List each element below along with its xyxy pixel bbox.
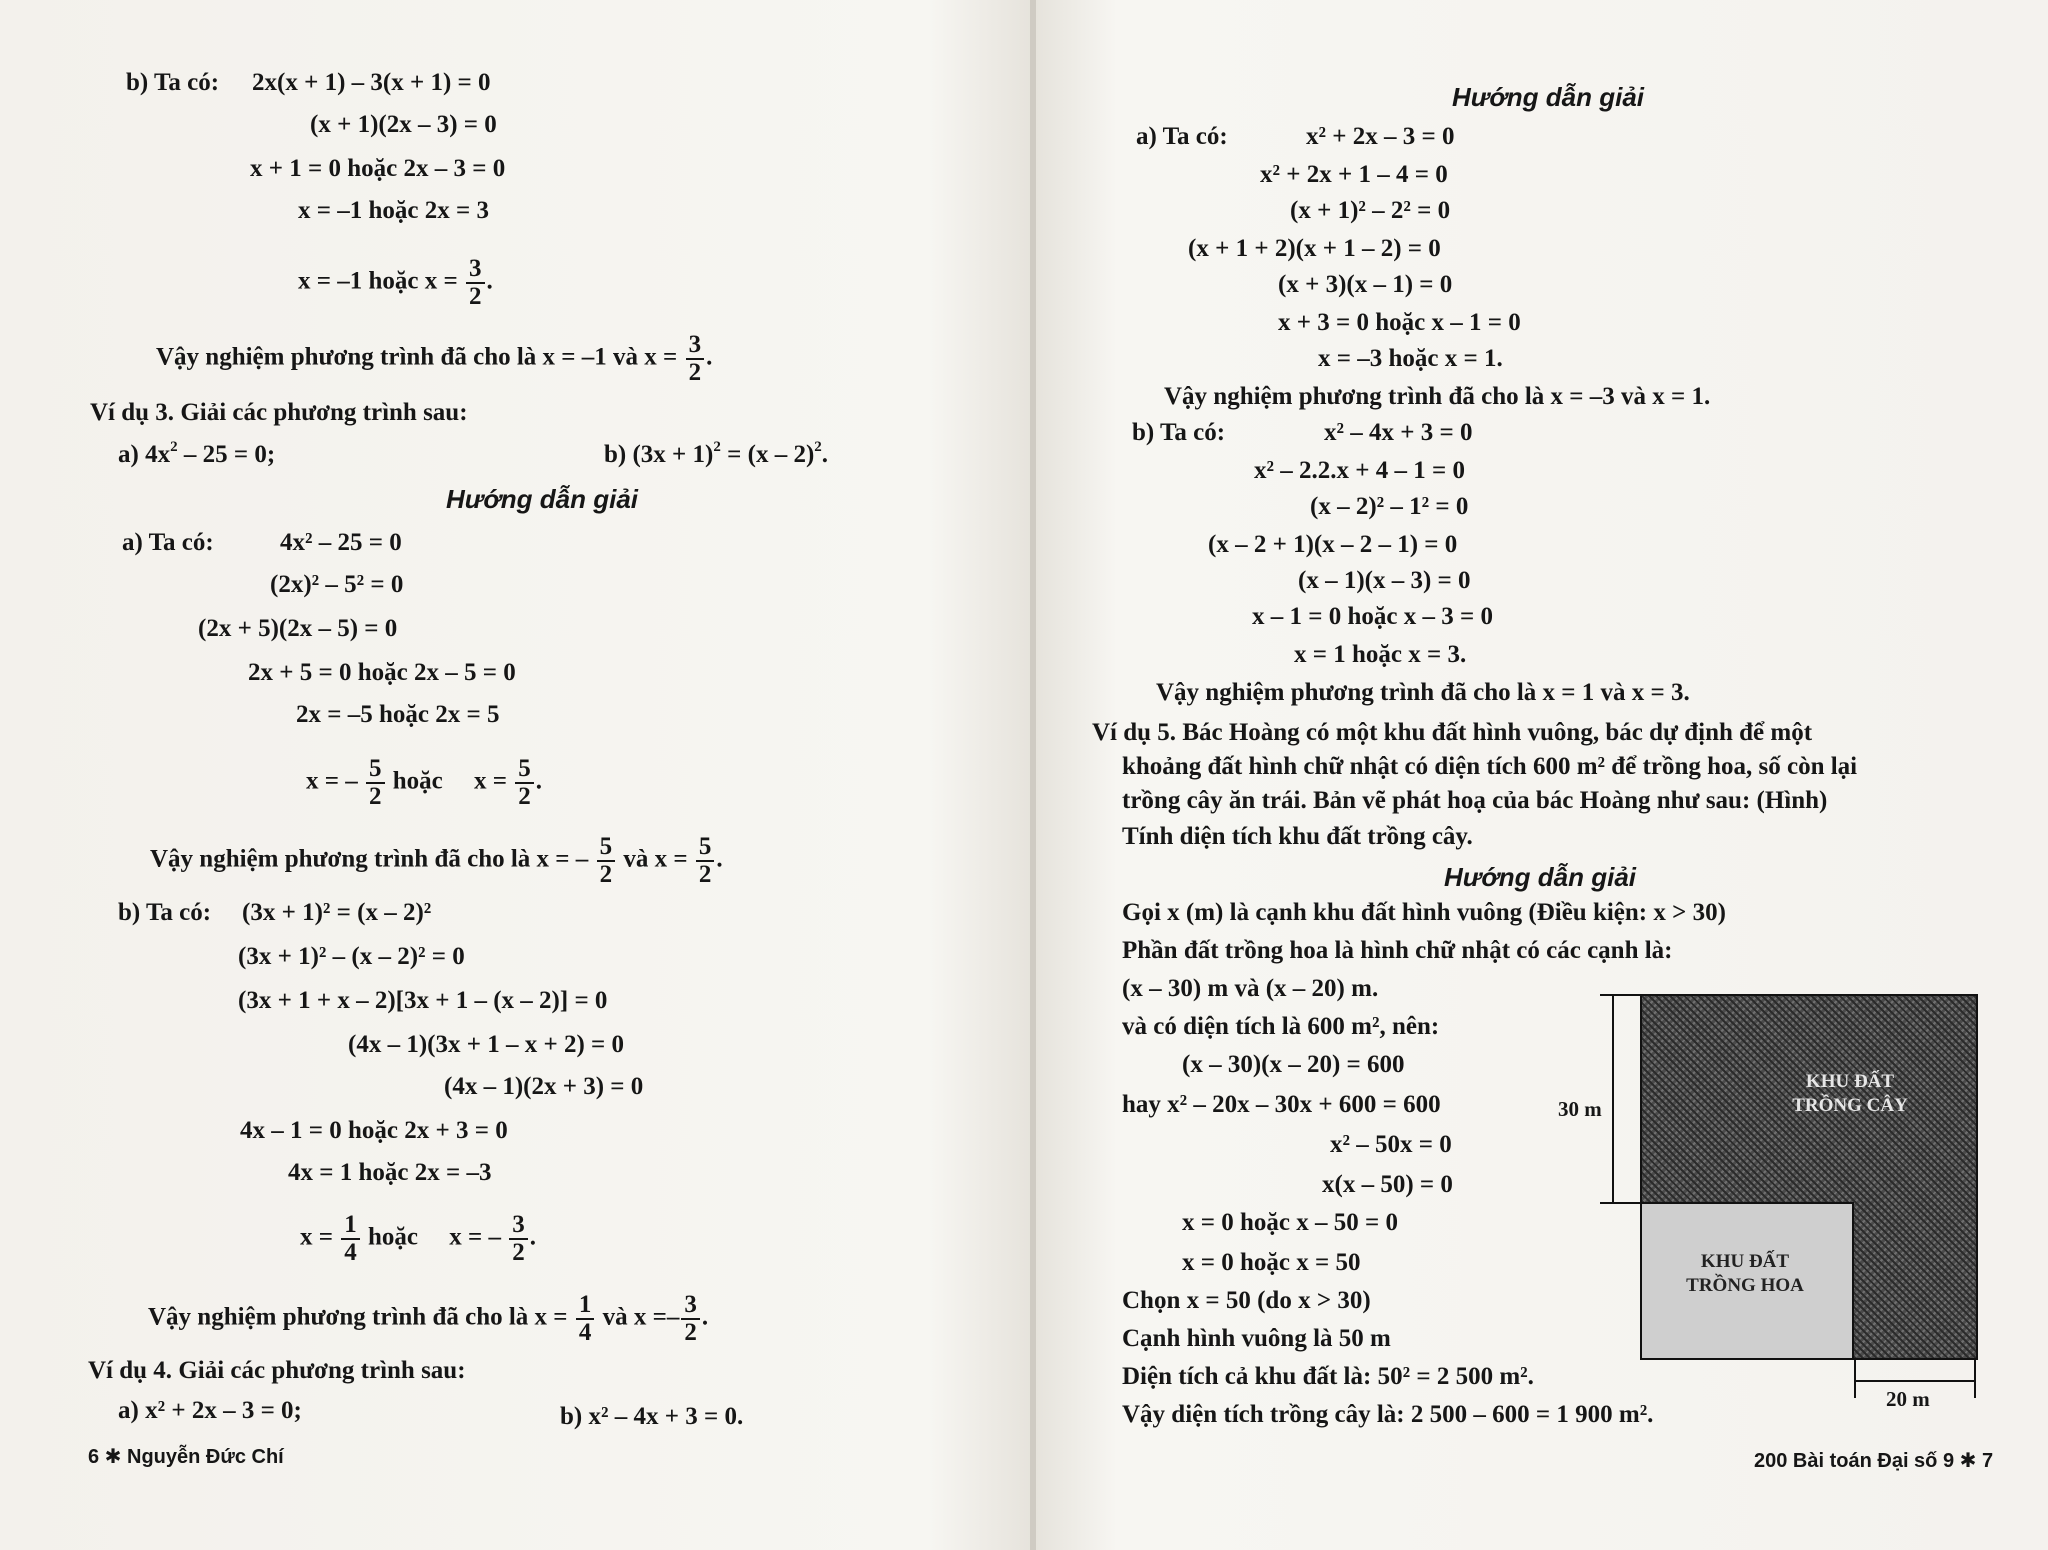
guide-title: Hướng dẫn giải (1452, 82, 1645, 112)
conclusion: Vậy nghiệm phương trình đã cho là x = –1 và x = $\frac{3}{2}$ . (156, 331, 713, 386)
eq-line: x = – $\frac{5}{2}$ hoặc x = $\frac{5}{2}$ . (306, 755, 542, 810)
eq-line: x = –3 hoặc x = 1. (1318, 345, 1503, 372)
solution-line: (x – 30) m và (x – 20) m. (1122, 975, 1379, 1002)
eq-line: x = $\frac{1}{4}$ hoặc x = – $\frac{3}{2}$ . (300, 1211, 536, 1266)
page-footer: 200 Bài toán Đại số 9 ✱ 7 (1754, 1450, 1994, 1472)
example-3-part-b: b) $(3x + 1)^2 = (x - 2)^2$. (604, 439, 829, 468)
example-5-line: khoảng đất hình chữ nhật có diện tích 600 m² để trồng hoa, số còn lại (1122, 753, 1858, 780)
eq-line: 4x = 1 hoặc 2x = –3 (288, 1159, 492, 1186)
a-intro: a) Ta có: (122, 529, 214, 556)
dimension-tick (1600, 1202, 1640, 1204)
eq-line: (3x + 1)² = (x – 2)² (242, 899, 432, 926)
fraction: $\frac{3}{2}$ (681, 1292, 700, 1346)
solution-line: Gọi x (m) là cạnh khu đất hình vuông (Điều kiện: x > 30) (1122, 899, 1726, 926)
fraction: $\frac{5}{2}$ (597, 834, 616, 888)
eq-line: (4x – 1)(2x + 3) = 0 (444, 1073, 644, 1100)
fraction: $\frac{3}{2}$ (509, 1212, 528, 1266)
solution-line: x(x – 50) = 0 (1322, 1171, 1453, 1198)
conclusion: Vậy nghiệm phương trình đã cho là x = $\frac{1}{4}$ và x =– $\frac{3}{2}$ . (148, 1291, 709, 1346)
eq-line: x² + 2x + 1 – 4 = 0 (1260, 161, 1448, 188)
eq-line: (x + 1)² – 2² = 0 (1290, 197, 1451, 224)
dimension-label-30: 30 m (1558, 1097, 1602, 1121)
eq-line: x + 1 = 0 hoặc 2x – 3 = 0 (250, 155, 506, 182)
solution-line: (x – 30)(x – 20) = 600 (1182, 1051, 1405, 1078)
eq-line: (2x)² – 5² = 0 (270, 571, 404, 598)
dimension-line-30 (1612, 996, 1614, 1202)
eq-line: x + 3 = 0 hoặc x – 1 = 0 (1278, 309, 1521, 336)
example-4-part-a: a) x² + 2x – 3 = 0; (118, 1397, 302, 1424)
a-intro: a) Ta có: (1136, 123, 1228, 150)
flower-area-label: KHU ĐẤT TRỒNG HOA (1686, 1251, 1804, 1296)
solution-line: Chọn x = 50 (do x > 30) (1122, 1287, 1371, 1314)
b-intro: b) Ta có: (126, 69, 220, 96)
eq-line: (x – 2 + 1)(x – 2 – 1) = 0 (1208, 531, 1458, 558)
eq-line: x = –1 hoặc x = $\frac{3}{2}$ . (298, 255, 493, 310)
example-5-line: trồng cây ăn trái. Bản vẽ phát hoạ của bác Hoàng như sau: (Hình) (1122, 787, 1828, 814)
conclusion: Vậy nghiệm phương trình đã cho là x = 1 và x = 3. (1156, 679, 1690, 706)
eq-line: (x – 2)² – 1² = 0 (1310, 493, 1469, 520)
solution-line: x = 0 hoặc x = 50 (1182, 1249, 1361, 1276)
b-intro: b) Ta có: (1132, 419, 1226, 446)
eq-line: x = –1 hoặc 2x = 3 (298, 197, 489, 224)
fraction: $\frac{1}{4}$ (576, 1292, 595, 1346)
eq-line: x – 1 = 0 hoặc x – 3 = 0 (1252, 603, 1493, 630)
page-footer: 6 ✱ Nguyễn Đức Chí (88, 1446, 284, 1468)
b2-intro: b) Ta có: (118, 899, 212, 926)
eq-line: (x + 1)(2x – 3) = 0 (310, 111, 497, 138)
fraction: $\frac{5}{2}$ (515, 756, 534, 810)
eq-line: x² – 4x + 3 = 0 (1324, 419, 1473, 446)
eq-line: x = 1 hoặc x = 3. (1294, 641, 1467, 668)
fraction: $\frac{5}{2}$ (366, 756, 385, 810)
eq-line: 4x² – 25 = 0 (280, 529, 402, 556)
eq-line: 2x(x + 1) – 3(x + 1) = 0 (252, 69, 491, 96)
eq-line: 4x – 1 = 0 hoặc 2x + 3 = 0 (240, 1117, 508, 1144)
solution-line: và có diện tích là 600 m², nên: (1122, 1013, 1440, 1040)
eq-line: (3x + 1 + x – 2)[3x + 1 – (x – 2)] = 0 (238, 987, 608, 1014)
eq-line: x² – 2.2.x + 4 – 1 = 0 (1254, 457, 1465, 484)
example-4-heading: Ví dụ 4. Giải các phương trình sau: (88, 1357, 466, 1384)
eq-line: (4x – 1)(3x + 1 – x + 2) = 0 (348, 1031, 625, 1058)
fraction: $\frac{3}{2}$ (466, 256, 485, 310)
fraction: $\frac{3}{2}$ (686, 332, 705, 386)
eq-line: (2x + 5)(2x – 5) = 0 (198, 615, 398, 642)
example-3-heading: Ví dụ 3. Giải các phương trình sau: (90, 399, 468, 426)
example-5-line: Tính diện tích khu đất trồng cây. (1122, 823, 1473, 850)
eq-line: 2x + 5 = 0 hoặc 2x – 5 = 0 (248, 659, 516, 686)
fraction: $\frac{1}{4}$ (341, 1212, 360, 1266)
dimension-tick (1974, 1358, 1976, 1398)
eq-line: x² + 2x – 3 = 0 (1306, 123, 1455, 150)
solution-line: Vậy diện tích trồng cây là: 2 500 – 600 = 1 900 m². (1122, 1401, 1654, 1428)
solution-line: x = 0 hoặc x – 50 = 0 (1182, 1209, 1398, 1236)
example-3-part-a: a) $4x^2 - 25 = 0$; (118, 439, 276, 468)
conclusion: Vậy nghiệm phương trình đã cho là x = –3 và x = 1. (1164, 383, 1711, 410)
eq-line: (x + 1 + 2)(x + 1 – 2) = 0 (1188, 235, 1441, 262)
eq-line: 2x = –5 hoặc 2x = 5 (296, 701, 500, 728)
solution-line: Phần đất trồng hoa là hình chữ nhật có các cạnh là: (1122, 937, 1673, 964)
solution-line: x² – 50x = 0 (1330, 1131, 1452, 1158)
fraction: $\frac{5}{2}$ (696, 834, 715, 888)
example-4-part-b: b) x² – 4x + 3 = 0. (560, 1403, 744, 1430)
eq-line: (x – 1)(x – 3) = 0 (1298, 567, 1471, 594)
land-plot-figure (1550, 970, 2010, 1410)
eq-line: (3x + 1)² – (x – 2)² = 0 (238, 943, 465, 970)
solution-line: Diện tích cả khu đất là: 50² = 2 500 m². (1122, 1363, 1534, 1390)
tree-area-label: KHU ĐẤT TRỒNG CÂY (1792, 1071, 1908, 1116)
dimension-line-20 (1856, 1380, 1974, 1382)
example-5-line: Ví dụ 5. Bác Hoàng có một khu đất hình vuông, bác dự định để một (1092, 719, 1813, 746)
guide-title: Hướng dẫn giải (446, 484, 639, 514)
solution-line: hay x² – 20x – 30x + 600 = 600 (1122, 1091, 1441, 1118)
solution-line: Cạnh hình vuông là 50 m (1122, 1325, 1391, 1352)
guide-title: Hướng dẫn giải (1444, 862, 1637, 892)
dimension-tick (1854, 1358, 1856, 1398)
eq-line: (x + 3)(x – 1) = 0 (1278, 271, 1453, 298)
conclusion: Vậy nghiệm phương trình đã cho là x = – $\frac{5}{2}$ và x = $\frac{5}{2}$ . (150, 833, 723, 888)
dimension-label-20: 20 m (1886, 1387, 1930, 1411)
dimension-tick (1600, 994, 1640, 996)
